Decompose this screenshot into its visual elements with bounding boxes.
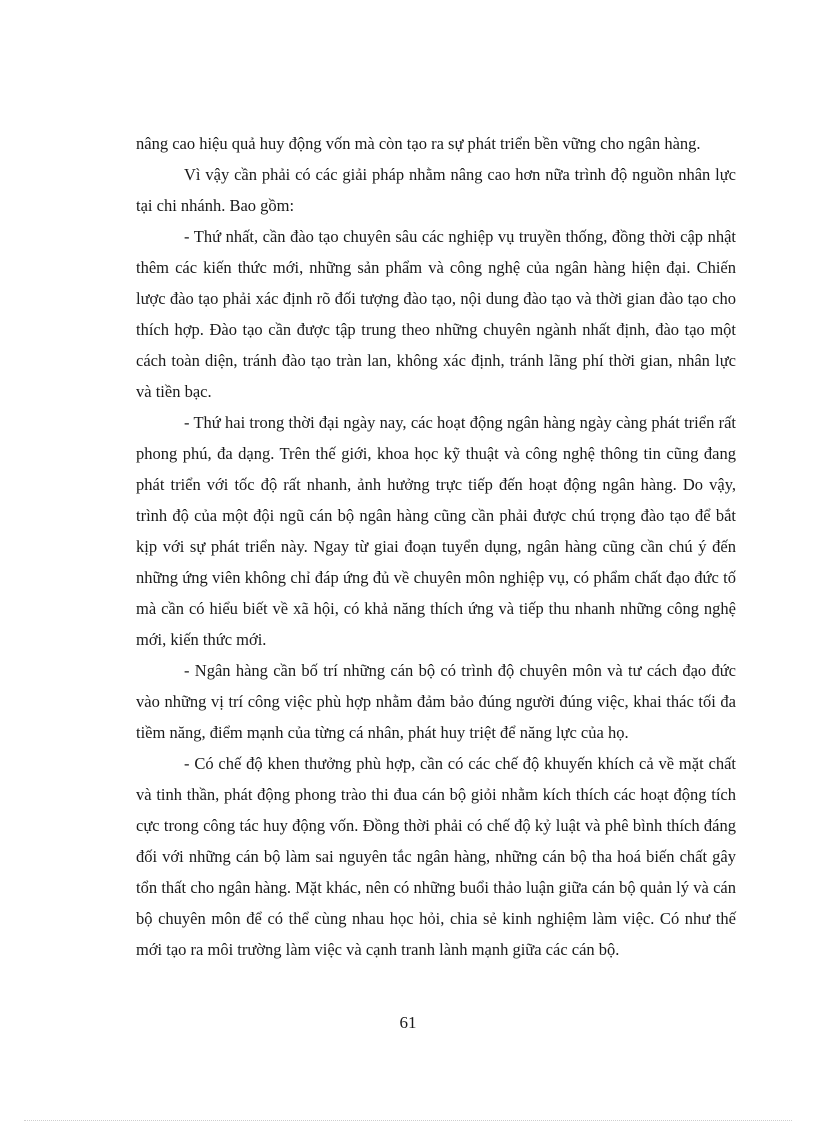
paragraph-first-solution: - Thứ nhất, cần đào tạo chuyên sâu các nghiệp vụ truyền thống, đồng thời cập nhật thêm các kiến thức mới, những sản phẩm và công nghệ của ngân hàng hiện đại. Chiến lược đào tạo phải xác định rõ đối tượng đào tạo, nội dung đào tạo và thời gian đào tạo cho thích hợp. Đào tạo cần được tập trung theo những chuyên ngành nhất định, đào tạo một cách toàn diện, tránh đào tạo tràn lan, không xác định, tránh lãng phí thời gian, nhân lực và tiền bạc. [136, 227, 736, 401]
page-number: 61 [399, 1013, 417, 1032]
page-bottom-divider [24, 1120, 792, 1121]
document-body [136, 128, 736, 965]
paragraph-intro-solutions: Vì vậy cần phải có các giải pháp nhằm nâng cao hơn nữa trình độ nguồn nhân lực tại chi nhánh. Bao gồm: [136, 165, 736, 215]
paragraph-staff-placement: - Ngân hàng cần bố trí những cán bộ có trình độ chuyên môn và tư cách đạo đức vào những vị trí công việc phù hợp nhằm đảm bảo đúng người đúng việc, khai thác tối đa tiềm năng, điểm mạnh của từng cá nhân, phát huy triệt để năng lực của họ. [136, 661, 736, 742]
paragraph-rewards-discipline: - Có chế độ khen thưởng phù hợp, cần có các chế độ khuyến khích cả về mặt chất và tinh thần, phát động phong trào thi đua cán bộ giỏi nhằm kích thích các hoạt động tích cực trong công tác huy động vốn. Đồng thời phải có chế độ kỷ luật và phê bình thích đáng đối với những cán bộ làm sai nguyên tắc ngân hàng, những cán bộ tha hoá biến chất gây tổn thất cho ngân hàng. Mặt khác, nên có những buổi thảo luận giữa cán bộ quản lý và cán bộ chuyên môn để có thể cùng nhau học hỏi, chia sẻ kinh nghiệm làm việc. Có như thế mới tạo ra môi trường làm việc và cạnh tranh lành mạnh giữa các cán bộ. [136, 754, 736, 959]
paragraph-second-solution: - Thứ hai trong thời đại ngày nay, các hoạt động ngân hàng ngày càng phát triển rất phong phú, đa dạng. Trên thế giới, khoa học kỹ thuật và công nghệ thông tin cũng đang phát triển với tốc độ rất nhanh, ảnh hưởng trực tiếp đến hoạt động ngân hàng. Do vậy, trình độ của một đội ngũ cán bộ ngân hàng cũng cần phải được chú trọng đào tạo để bắt kịp với sự phát triển này. Ngay từ giai đoạn tuyển dụng, ngân hàng cũng cần chú ý đến những ứng viên không chỉ đáp ứng đủ về chuyên môn nghiệp vụ, có phẩm chất đạo đức tố mà cần có hiểu biết về xã hội, có khả năng thích ứng và tiếp thu nhanh những công nghệ mới, kiến thức mới. [136, 413, 736, 649]
paragraph-continuation: nâng cao hiệu quả huy động vốn mà còn tạo ra sự phát triển bền vững cho ngân hàng. [136, 134, 701, 153]
